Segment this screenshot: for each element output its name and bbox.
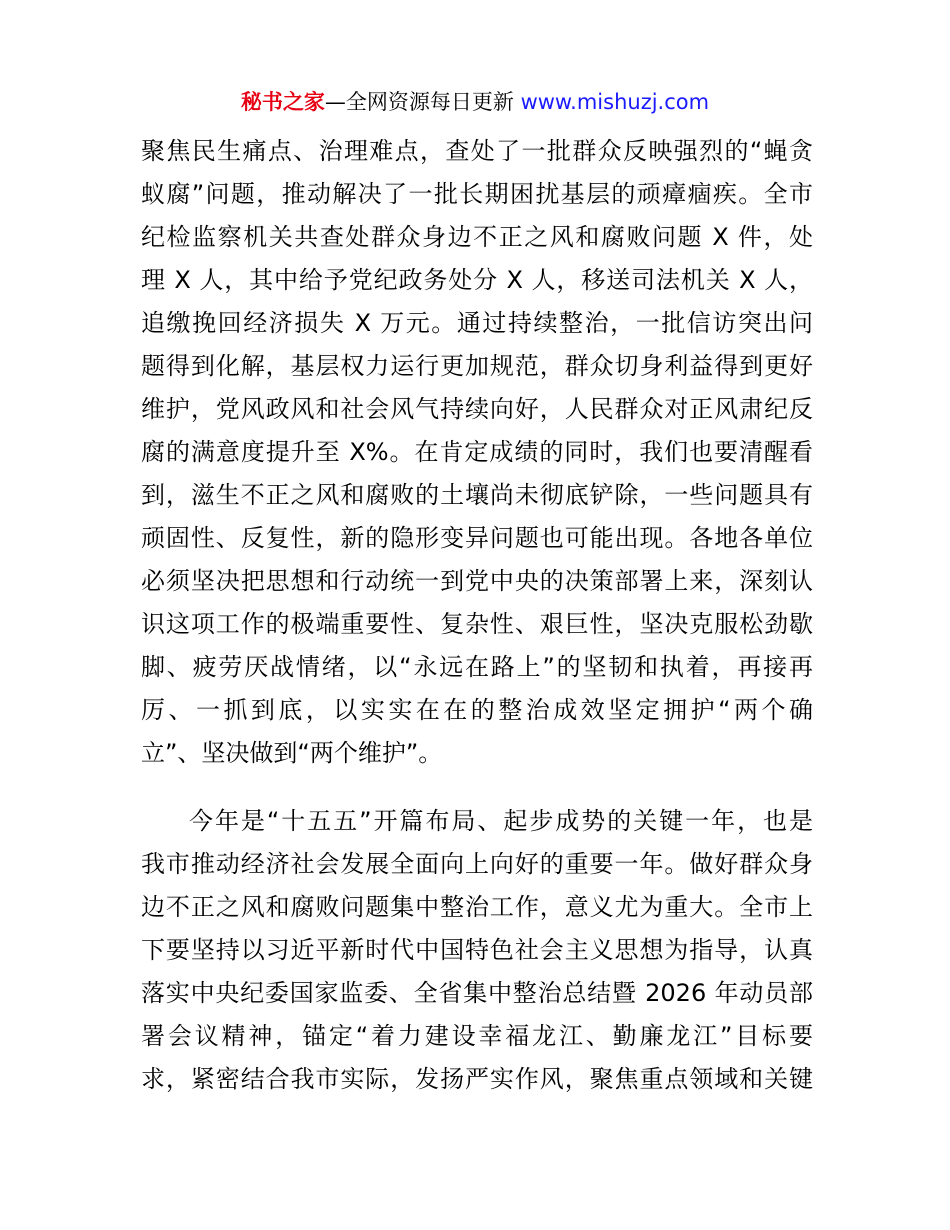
text-line: 纪检监察机关共查处群众身边不正之风和腐败问题 X 件，处 (141, 223, 813, 251)
text-line: 今年是“十五五”开篇布局、起步成势的关键一年，也是 (189, 807, 813, 835)
paragraph-2 (141, 800, 813, 1101)
text-line: 识这项工作的极端重要性、复杂性、艰巨性，坚决克服松劲歇 (141, 610, 813, 638)
text-line: 厉、一抓到底，以实实在在的整治成效坚定拥护“两个确 (141, 696, 813, 724)
text-line: 蚁腐”问题，推动解决了一批长期困扰基层的顽瘴痼疾。全市 (141, 180, 813, 208)
text-line: 脚、疲劳厌战情绪，以“永远在路上”的坚韧和执着，再接再 (141, 653, 813, 681)
text-line: 署会议精神，锚定“着力建设幸福龙江、勤廉龙江”目标要 (141, 1022, 813, 1050)
text-line: 边不正之风和腐败问题集中整治工作，意义尤为重大。全市上 (141, 893, 813, 921)
site-url-link[interactable]: www.mishuzj.com (520, 90, 710, 114)
brand-name: 秘书之家 (240, 90, 325, 114)
text-line: 必须坚决把思想和行动统一到党中央的决策部署上来，深刻认 (141, 567, 813, 595)
paragraph-gap (141, 775, 813, 800)
text-line: 落实中央纪委国家监委、全省集中整治总结暨 2026 年动员部 (141, 979, 813, 1007)
text-line: 到，滋生不正之风和腐败的土壤尚未彻底铲除，一些问题具有 (141, 481, 813, 509)
paragraph-1 (141, 130, 813, 775)
text-line: 维护，党风政风和社会风气持续向好，人民群众对正风肃纪反 (141, 395, 813, 423)
text-line: 求，紧密结合我市实际，发扬严实作风，聚焦重点领域和关键 (141, 1065, 813, 1093)
document-body (141, 130, 813, 1101)
page-header (0, 86, 950, 118)
text-line: 我市推动经济社会发展全面向上向好的重要一年。做好群众身 (141, 850, 813, 878)
header-tagline: —全网资源每日更新 (324, 90, 514, 114)
text-line: 下要坚持以习近平新时代中国特色社会主义思想为指导，认真 (141, 936, 813, 964)
text-line: 追缴挽回经济损失 X 万元。通过持续整治，一批信访突出问 (141, 309, 813, 337)
text-line: 理 X 人，其中给予党纪政务处分 X 人，移送司法机关 X 人， (141, 266, 813, 294)
text-line: 腐的满意度提升至 X%。在肯定成绩的同时，我们也要清醒看 (141, 438, 813, 466)
text-line: 题得到化解，基层权力运行更加规范，群众切身利益得到更好 (141, 352, 813, 380)
text-line: 聚焦民生痛点、治理难点，查处了一批群众反映强烈的“蝇贪 (141, 137, 813, 165)
text-line: 立”、坚决做到“两个维护”。 (141, 739, 443, 767)
text-line: 顽固性、反复性，新的隐形变异问题也可能出现。各地各单位 (141, 524, 813, 552)
